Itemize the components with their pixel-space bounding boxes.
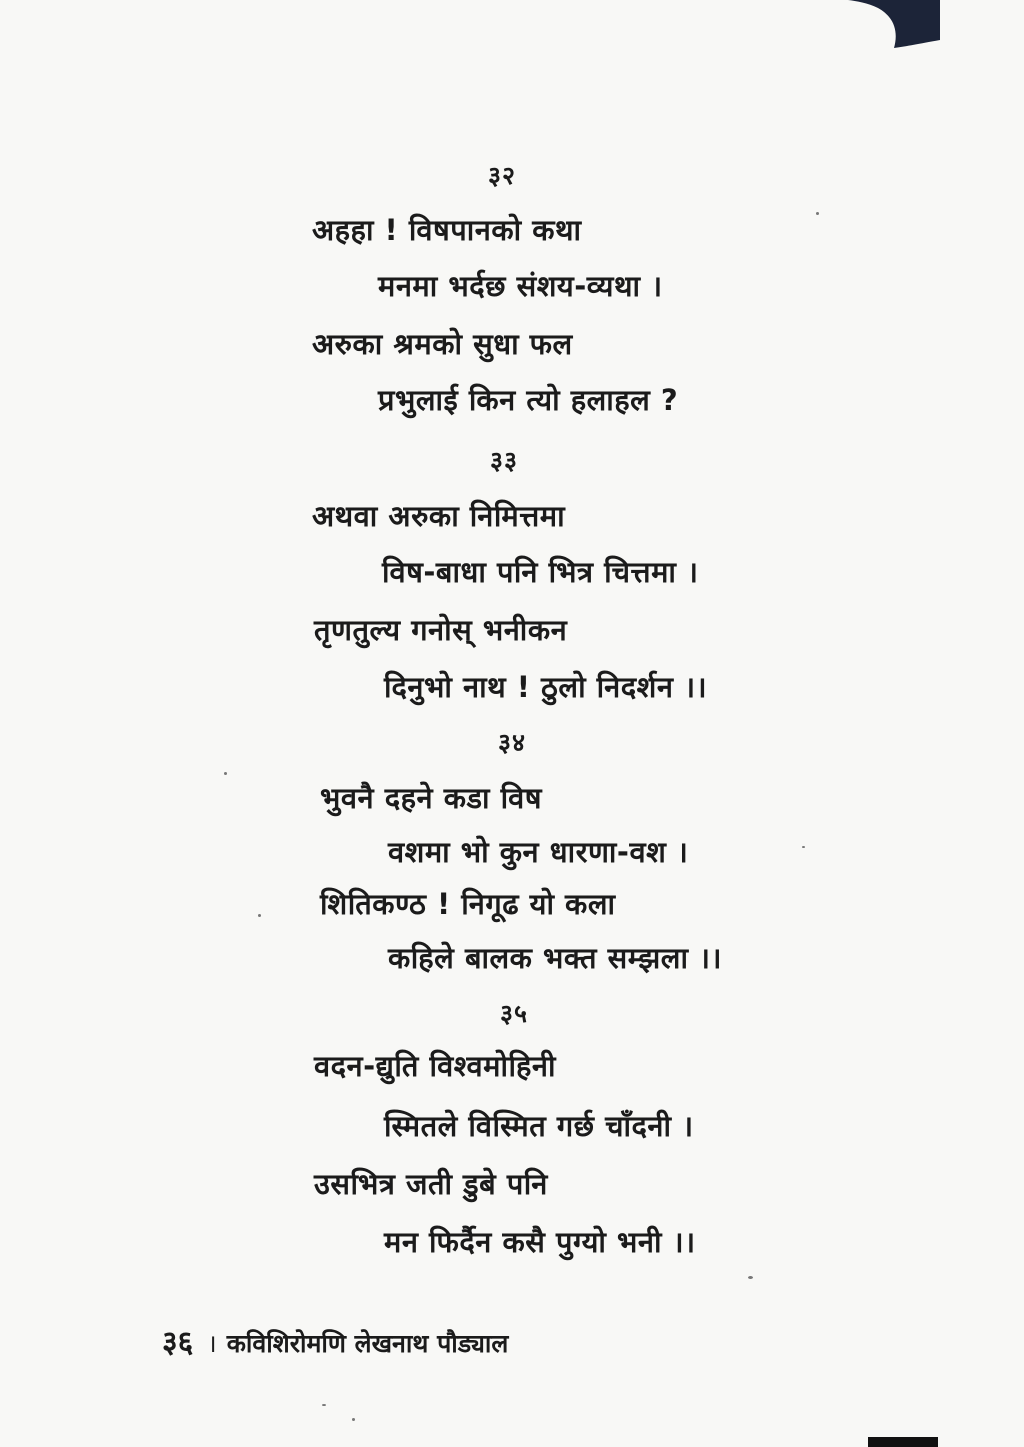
verse-line: मन फिर्दैन कसै पुग्यो भनी ।।	[384, 1225, 696, 1259]
scan-speck	[258, 914, 261, 917]
verse-line: भुवनै दहने कडा विष	[320, 781, 542, 815]
verse-line: मनमा भर्दछ संशय-व्यथा ।	[378, 269, 663, 303]
verse-line: तृणतुल्य गनोस् भनीकन	[314, 613, 568, 647]
verse-number: ३३	[490, 446, 519, 475]
scan-speck	[224, 772, 227, 775]
verse-number: ३५	[500, 999, 529, 1028]
scan-speck	[816, 212, 819, 215]
verse-line: प्रभुलाई किन त्यो हलाहल ?	[378, 383, 679, 417]
verse-line: विष-बाधा पनि भित्र चित्तमा ।	[382, 555, 699, 589]
verse-line: अथवा अरुका निमित्तमा	[312, 499, 566, 533]
page-footer	[162, 1320, 508, 1361]
verse-line: कहिले बालक भक्त सम्झला ।।	[388, 941, 723, 975]
verse-line: वदन-द्युति विश्वमोहिनी	[314, 1049, 557, 1083]
verse-line: स्मितले विस्मित गर्छ चाँदनी ।	[384, 1109, 694, 1143]
verse-line: वशमा भो कुन धारणा-वश ।	[388, 835, 689, 869]
scan-speck	[322, 1404, 326, 1406]
verse-number: ३२	[488, 161, 517, 190]
scan-speck	[352, 1418, 355, 1421]
verse-line: उसभित्र जती डुबे पनि	[314, 1167, 548, 1201]
scan-speck	[748, 1276, 753, 1279]
verse-line: दिनुभो नाथ ! ठुलो निदर्शन ।।	[384, 670, 708, 704]
verse-line: अहहा ! विषपानको कथा	[312, 213, 582, 247]
verse-line: शितिकण्ठ ! निगूढ यो कला	[320, 887, 616, 921]
book-title: कविशिरोमणि लेखनाथ पौड्याल	[226, 1329, 509, 1358]
page-number: ३६	[162, 1325, 194, 1360]
corner-ink-blot	[848, 0, 940, 48]
footer-separator: ।	[207, 1329, 217, 1358]
verse-number: ३४	[498, 728, 527, 757]
verse-line: अरुका श्रमको सुधा फल	[312, 327, 573, 361]
scan-speck	[802, 846, 805, 848]
bottom-ink-mark	[868, 1437, 938, 1447]
